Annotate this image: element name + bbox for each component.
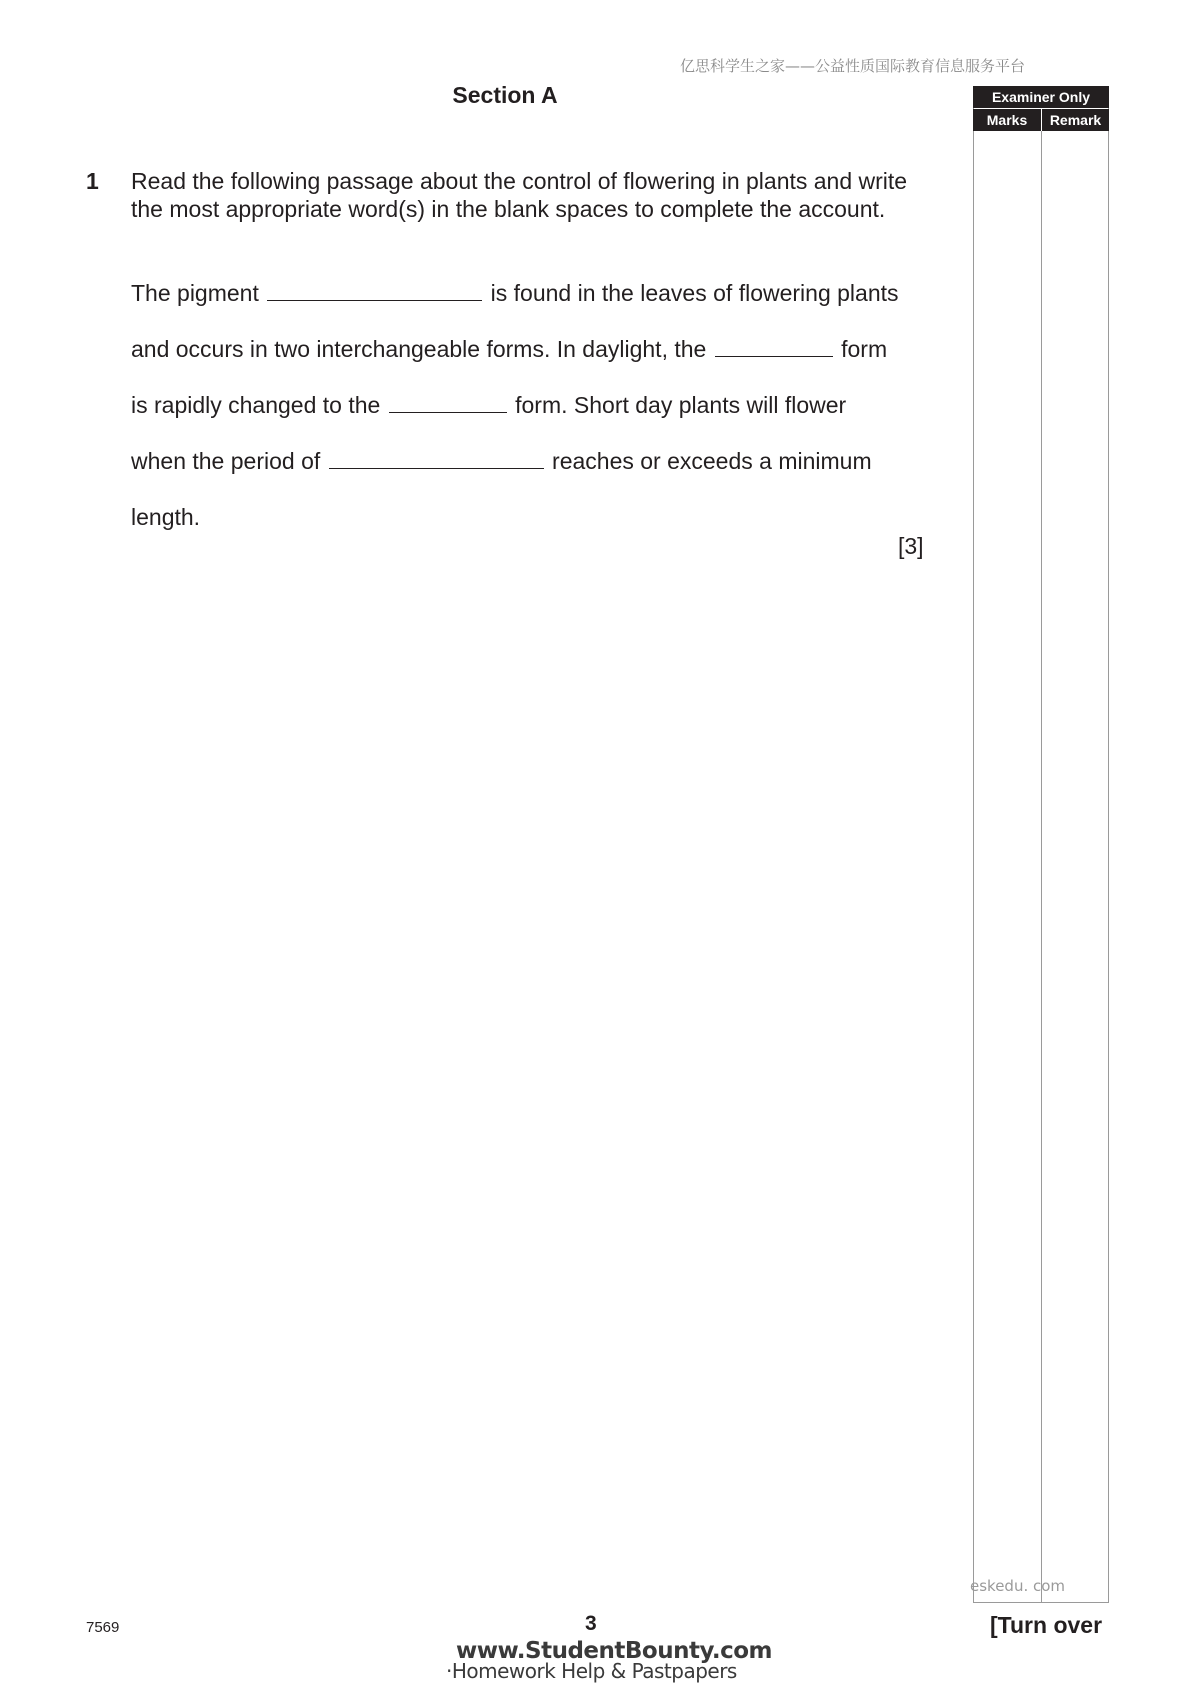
passage-line-3: [131, 392, 846, 419]
section-title: Section A: [452, 82, 558, 108]
passage-text: is rapidly changed to the: [131, 392, 381, 418]
examiner-column: [973, 86, 1109, 1603]
question-instruction: Read the following passage about the control of flowering in plants and write the most appropriate word(s) in the blank spaces to complete the account.: [131, 168, 908, 222]
passage-line-2: [131, 336, 887, 363]
corner-watermark: eskedu. com: [970, 1577, 1066, 1595]
question-number: 1: [86, 168, 99, 194]
passage-line-4: [131, 448, 872, 475]
marks-header: Marks: [973, 109, 1041, 131]
passage-text: is found in the leaves of flowering plants: [490, 280, 899, 306]
passage-line-5: [131, 504, 200, 531]
passage-text: form: [841, 336, 888, 362]
remark-header: Remark: [1042, 109, 1109, 131]
examiner-column-divider: [1041, 131, 1042, 1603]
turn-over-label: [Turn over: [990, 1612, 1103, 1638]
paper-code: 7569: [86, 1619, 120, 1636]
examiner-only-header: Examiner Only: [973, 86, 1109, 108]
studentbounty-tagline: ·Homework Help & Pastpapers: [446, 1659, 737, 1683]
passage-text: length.: [131, 504, 201, 530]
watermark-banner: 亿思科学生之家——公益性质国际教育信息服务平台: [680, 57, 1026, 75]
studentbounty-site: www.StudentBounty.com: [456, 1638, 772, 1664]
passage-text: form. Short day plants will flower: [515, 392, 847, 418]
passage-text: The pigment: [131, 280, 259, 306]
answer-blank-3[interactable]: [389, 392, 507, 413]
passage-line-1: [131, 280, 899, 307]
passage-text: reaches or exceeds a minimum: [552, 448, 872, 474]
passage-text: and occurs in two interchangeable forms. In daylight, the: [131, 336, 707, 362]
examiner-subheader: [973, 109, 1109, 131]
answer-blank-1[interactable]: [267, 280, 482, 301]
answer-blank-2[interactable]: [715, 336, 833, 357]
page-number: 3: [585, 1612, 597, 1635]
passage-text: when the period of: [131, 448, 321, 474]
question-marks: [3]: [898, 533, 924, 559]
answer-blank-4[interactable]: [329, 448, 544, 469]
